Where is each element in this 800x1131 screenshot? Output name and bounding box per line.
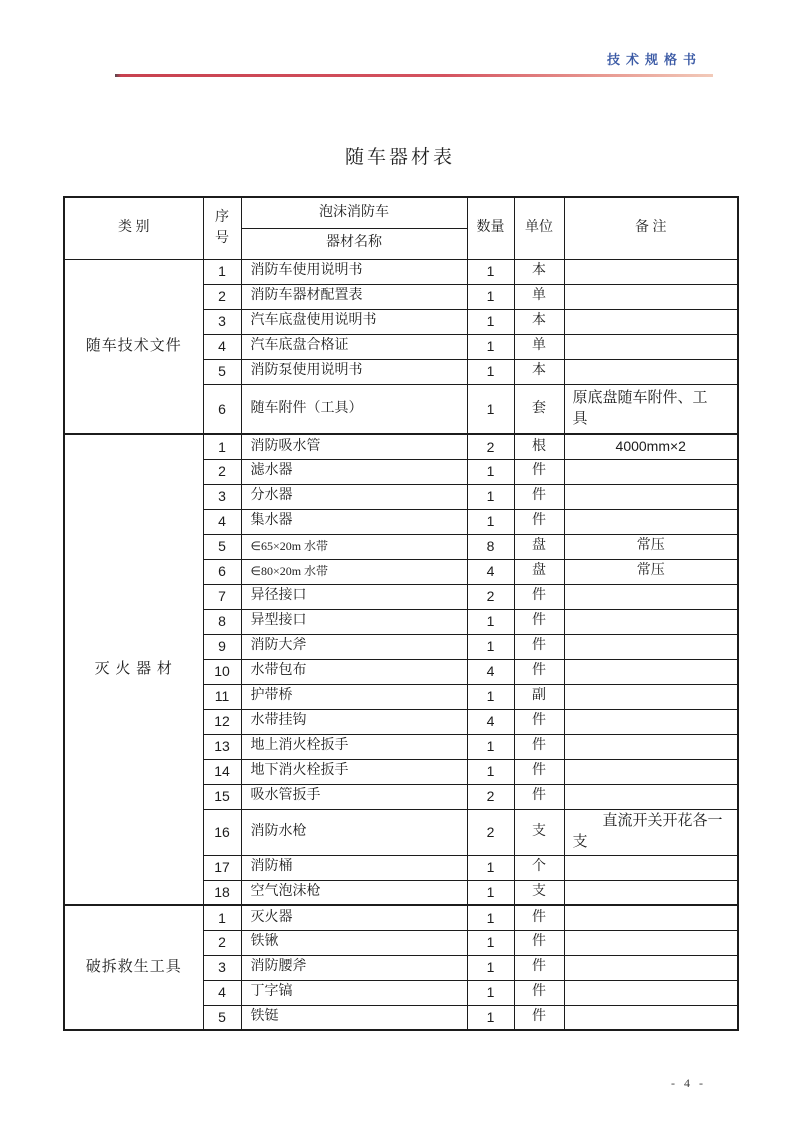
- remark-cell: [564, 584, 738, 609]
- serial-cell: 4: [203, 980, 241, 1005]
- serial-cell: 5: [203, 359, 241, 384]
- serial-cell: 1: [203, 259, 241, 284]
- serial-cell: 18: [203, 880, 241, 905]
- unit-cell: 套: [514, 384, 564, 434]
- col-header-serial: 序号: [203, 197, 241, 259]
- serial-cell: 3: [203, 309, 241, 334]
- remark-text: 常压: [636, 538, 665, 554]
- remark-cell: [564, 709, 738, 734]
- name-cell: 消防吸水管: [241, 434, 467, 459]
- qty-cell: 2: [467, 434, 514, 459]
- remark-text: 4000mm×2: [615, 437, 686, 454]
- remark-cell: [564, 659, 738, 684]
- unit-cell: 件: [514, 459, 564, 484]
- name-cell: 汽车底盘合格证: [241, 334, 467, 359]
- unit-cell: 件: [514, 484, 564, 509]
- qty-cell: 2: [467, 584, 514, 609]
- remark-cell: [564, 759, 738, 784]
- name-cell: 消防水枪: [241, 809, 467, 855]
- qty-cell: 1: [467, 634, 514, 659]
- remark-cell: [564, 509, 738, 534]
- remark-cell: [564, 1005, 738, 1030]
- unit-cell: 个: [514, 855, 564, 880]
- remark-cell: [564, 634, 738, 659]
- serial-cell: 6: [203, 384, 241, 434]
- unit-cell: 本: [514, 259, 564, 284]
- serial-cell: 8: [203, 609, 241, 634]
- remark-cell: [564, 809, 738, 855]
- serial-cell: 3: [203, 484, 241, 509]
- name-cell: 铁铤: [241, 1005, 467, 1030]
- name-cell: 消防腰斧: [241, 955, 467, 980]
- name-cell: 异径接口: [241, 584, 467, 609]
- unit-cell: 件: [514, 955, 564, 980]
- equipment-table: [63, 196, 739, 1031]
- remark-cell: [564, 434, 738, 459]
- remark-cell: [564, 459, 738, 484]
- name-cell: 护带桥: [241, 684, 467, 709]
- remark-cell: [564, 734, 738, 759]
- unit-cell: 件: [514, 709, 564, 734]
- qty-cell: 1: [467, 334, 514, 359]
- serial-cell: 1: [203, 905, 241, 930]
- table-title: 随车器材表: [344, 147, 455, 168]
- serial-cell: 6: [203, 559, 241, 584]
- qty-cell: 1: [467, 284, 514, 309]
- name-cell: 吸水管扳手: [241, 784, 467, 809]
- name-cell: ∈65×20m 水带: [241, 534, 467, 559]
- remark-text: 直流开关开花各一支: [572, 813, 723, 850]
- qty-cell: 1: [467, 855, 514, 880]
- col-header-unit: 单位: [514, 197, 564, 259]
- serial-cell: 9: [203, 634, 241, 659]
- remark-cell: [564, 880, 738, 905]
- name-cell: 铁锹: [241, 930, 467, 955]
- col-header-category: 类 别: [64, 197, 203, 259]
- remark-cell: [564, 284, 738, 309]
- qty-cell: 1: [467, 684, 514, 709]
- name-cell: 灭火器: [241, 905, 467, 930]
- name-cell: 随车附件（工具）: [241, 384, 467, 434]
- qty-cell: 4: [467, 559, 514, 584]
- unit-cell: 件: [514, 759, 564, 784]
- name-cell: ∈80×20m 水带: [241, 559, 467, 584]
- remark-cell: [564, 384, 738, 434]
- table-row: [64, 259, 738, 284]
- remark-text: 原底盘随车附件、工具: [572, 389, 708, 427]
- unit-cell: 件: [514, 905, 564, 930]
- unit-cell: 盘: [514, 559, 564, 584]
- serial-cell: 10: [203, 659, 241, 684]
- remark-cell: [564, 609, 738, 634]
- table-row: [64, 905, 738, 930]
- remark-cell: [564, 484, 738, 509]
- qty-cell: 1: [467, 1005, 514, 1030]
- qty-cell: 1: [467, 980, 514, 1005]
- qty-cell: 4: [467, 709, 514, 734]
- name-cell: 汽车底盘使用说明书: [241, 309, 467, 334]
- serial-cell: 17: [203, 855, 241, 880]
- remark-cell: [564, 855, 738, 880]
- unit-cell: 根: [514, 434, 564, 459]
- col-header-remark: 备 注: [564, 197, 738, 259]
- qty-cell: 1: [467, 484, 514, 509]
- remark-cell: [564, 784, 738, 809]
- qty-cell: 1: [467, 459, 514, 484]
- remark-cell: [564, 980, 738, 1005]
- qty-cell: 1: [467, 955, 514, 980]
- serial-cell: 2: [203, 284, 241, 309]
- serial-cell: 7: [203, 584, 241, 609]
- col-header-vehicle: 泡沫消防车: [241, 197, 467, 228]
- serial-cell: 15: [203, 784, 241, 809]
- equipment-table-body: [64, 259, 738, 1030]
- unit-cell: 件: [514, 930, 564, 955]
- qty-cell: 1: [467, 759, 514, 784]
- unit-cell: 支: [514, 809, 564, 855]
- serial-cell: 1: [203, 434, 241, 459]
- remark-cell: [564, 334, 738, 359]
- col-header-name: 器材名称: [241, 228, 467, 259]
- name-cell: 异型接口: [241, 609, 467, 634]
- table-row: [64, 434, 738, 459]
- category-cell: 破拆救生工具: [64, 905, 203, 1030]
- header-rule-line: [115, 74, 713, 77]
- name-cell: 消防大斧: [241, 634, 467, 659]
- unit-cell: 本: [514, 359, 564, 384]
- unit-cell: 件: [514, 634, 564, 659]
- qty-cell: 2: [467, 809, 514, 855]
- qty-cell: 1: [467, 309, 514, 334]
- remark-cell: [564, 309, 738, 334]
- name-cell: 消防泵使用说明书: [241, 359, 467, 384]
- serial-cell: 2: [203, 930, 241, 955]
- serial-cell: 3: [203, 955, 241, 980]
- serial-cell: 12: [203, 709, 241, 734]
- unit-cell: 件: [514, 980, 564, 1005]
- category-cell: 灭 火 器 材: [64, 434, 203, 905]
- serial-cell: 11: [203, 684, 241, 709]
- name-cell: 地上消火栓扳手: [241, 734, 467, 759]
- unit-cell: 盘: [514, 534, 564, 559]
- unit-cell: 本: [514, 309, 564, 334]
- page-number: - 4 -: [671, 1076, 706, 1090]
- col-header-qty: 数量: [467, 197, 514, 259]
- remark-text: 常压: [636, 563, 665, 579]
- serial-cell: 13: [203, 734, 241, 759]
- doc-header-title: 技术规格书: [606, 52, 702, 67]
- serial-cell: 14: [203, 759, 241, 784]
- serial-cell: 4: [203, 334, 241, 359]
- name-cell: 丁字镐: [241, 980, 467, 1005]
- unit-cell: 件: [514, 609, 564, 634]
- name-cell: 空气泡沫枪: [241, 880, 467, 905]
- unit-cell: 件: [514, 659, 564, 684]
- unit-cell: 件: [514, 584, 564, 609]
- qty-cell: 1: [467, 509, 514, 534]
- name-cell: 分水器: [241, 484, 467, 509]
- name-cell: 水带挂钩: [241, 709, 467, 734]
- name-cell: 地下消火栓扳手: [241, 759, 467, 784]
- qty-cell: 1: [467, 734, 514, 759]
- qty-cell: 1: [467, 905, 514, 930]
- qty-cell: 2: [467, 784, 514, 809]
- qty-cell: 1: [467, 930, 514, 955]
- unit-cell: 副: [514, 684, 564, 709]
- name-cell: 滤水器: [241, 459, 467, 484]
- remark-cell: [564, 534, 738, 559]
- unit-cell: 件: [514, 1005, 564, 1030]
- unit-cell: 件: [514, 784, 564, 809]
- name-cell: 集水器: [241, 509, 467, 534]
- qty-cell: 1: [467, 880, 514, 905]
- qty-cell: 4: [467, 659, 514, 684]
- unit-cell: 件: [514, 734, 564, 759]
- unit-cell: 单: [514, 284, 564, 309]
- qty-cell: 1: [467, 259, 514, 284]
- qty-cell: 8: [467, 534, 514, 559]
- equipment-table-wrap: [63, 196, 739, 1031]
- qty-cell: 1: [467, 384, 514, 434]
- remark-cell: [564, 559, 738, 584]
- serial-cell: 4: [203, 509, 241, 534]
- remark-cell: [564, 930, 738, 955]
- unit-cell: 支: [514, 880, 564, 905]
- qty-cell: 1: [467, 359, 514, 384]
- unit-cell: 单: [514, 334, 564, 359]
- name-cell: 消防桶: [241, 855, 467, 880]
- category-cell: 随车技术文件: [64, 259, 203, 434]
- serial-cell: 2: [203, 459, 241, 484]
- serial-cell: 5: [203, 534, 241, 559]
- unit-cell: 件: [514, 509, 564, 534]
- remark-cell: [564, 259, 738, 284]
- remark-cell: [564, 905, 738, 930]
- table-header-row-1: [64, 197, 738, 228]
- remark-cell: [564, 955, 738, 980]
- name-cell: 水带包布: [241, 659, 467, 684]
- serial-cell: 16: [203, 809, 241, 855]
- serial-cell: 5: [203, 1005, 241, 1030]
- remark-cell: [564, 359, 738, 384]
- name-cell: 消防车器材配置表: [241, 284, 467, 309]
- remark-cell: [564, 684, 738, 709]
- name-cell: 消防车使用说明书: [241, 259, 467, 284]
- qty-cell: 1: [467, 609, 514, 634]
